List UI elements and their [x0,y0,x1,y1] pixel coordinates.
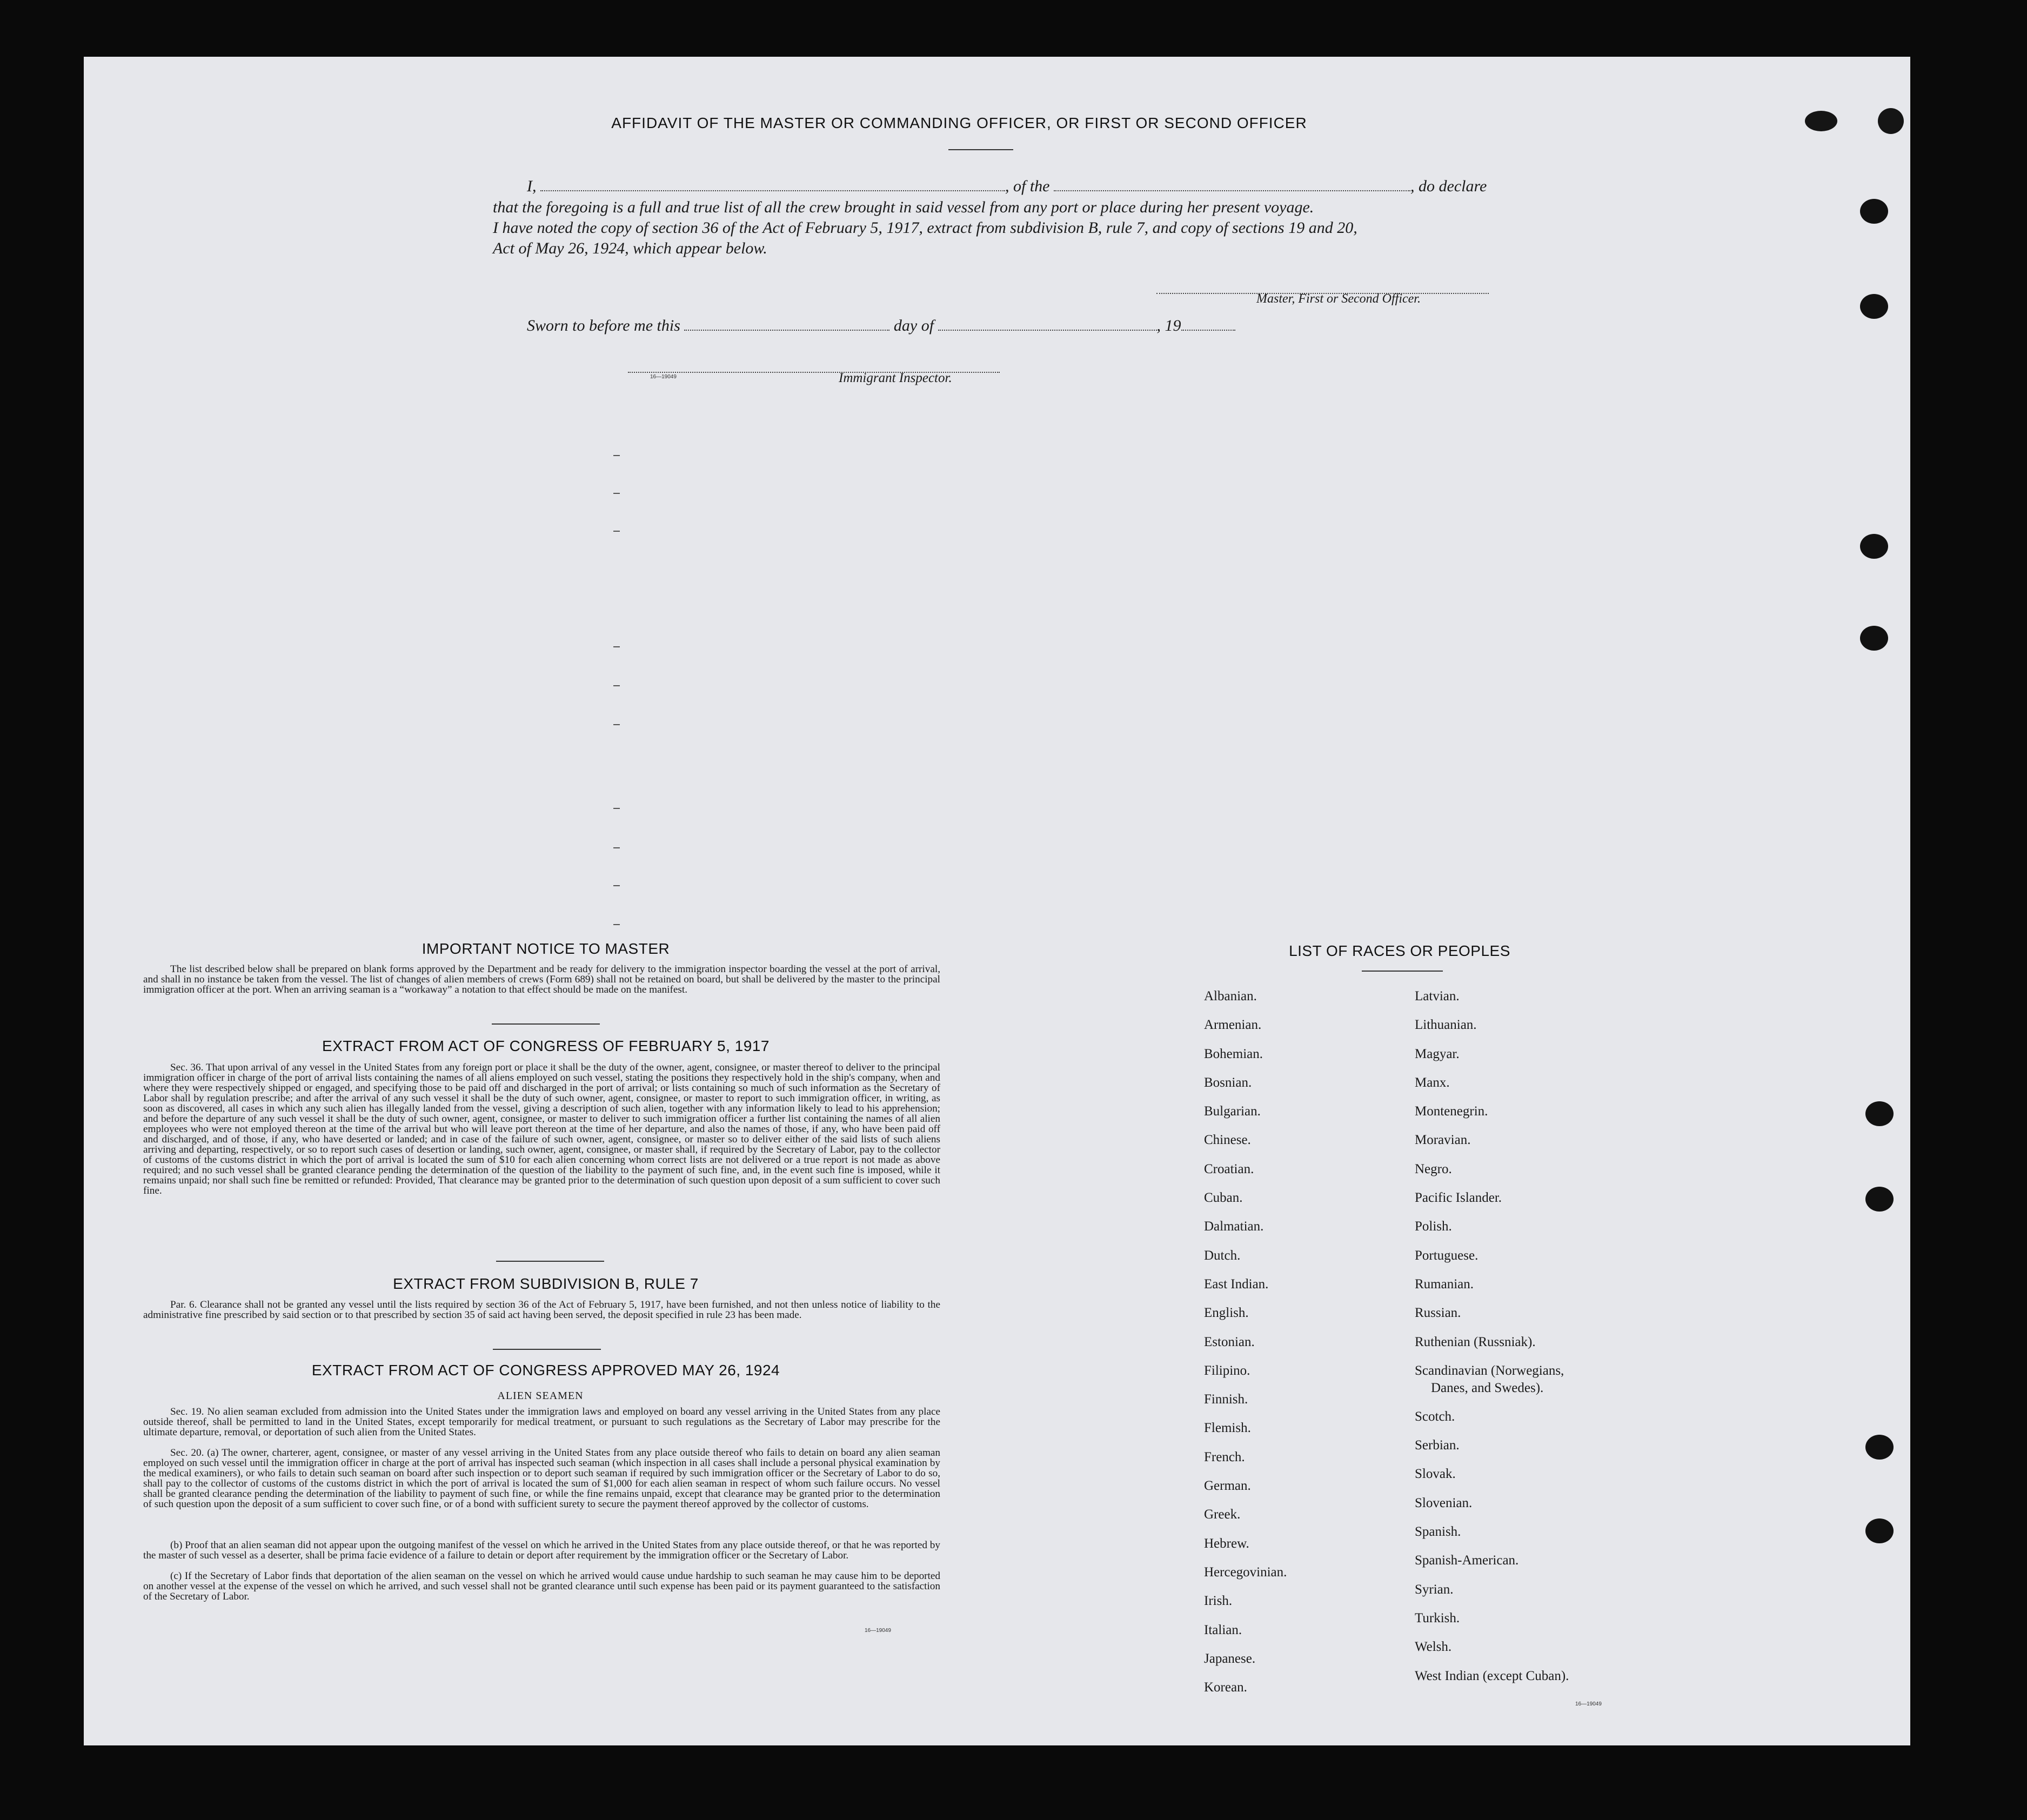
race-item: Bosnian. [1204,1075,1252,1090]
binder-hole [1860,294,1888,319]
affidavit-of-the: , of the [1005,177,1050,195]
binder-hole [1865,1187,1894,1212]
race-item: Japanese. [1204,1651,1256,1666]
race-item: English. [1204,1306,1249,1321]
extract-1917-text: Sec. 36. That upon arrival of any vessel in the United States from any foreign port or place it shall be the duty of the owner, agent, consignee, or master thereof to deliver to the principal immigration officer in charge of the port of arrival lists containing the names of all aliens employed on such vessel, stating the positions they respectively hold in the ship's company, when and where they were respectively shipped or engaged, and specifying those to be paid off and discharged in the port of arrival; or lists containing so much of such information as the Secretary of Labor shall by regulation prescribe; and after the arrival of any such vessel it shall be the duty of such owner, agent, consignee, or master to report to such immigration officer, in writing, as soon as discovered, all cases in which any such alien has illegally landed from the vessel, giving a description of such alien, together with any information likely to lead to his apprehension; and before the departure of any such vessel it shall be the duty of such owner, agent, consignee, or master to deliver to such immigration officer a further list containing the names of all alien employees who were not employed thereon at the time of the arrival but who will leave port thereon at the time of her departure, and also the names of those, if any, who have been paid off and discharged, and of those, if any, who have deserted or landed; and in case of the failure of such owner, agent, consignee, or master so to deliver either of the said lists of such aliens arriving and departing, respectively, or so to report such cases of desertion or landing, such owner, agent, consignee, or master shall, if required by the Secretary of Labor, pay to the collector of customs of the customs district in which the port of arrival is located the sum of $10 for each alien concerning whom correct lists are not delivered or a true report is not made as above required; and no such vessel shall be granted clearance pending the determination of the question of the liability to the payment of such fine, and, in the event such fine is imposed, while it remains unpaid; nor shall such fine be remitted or refunded: Provided, That clearance may be granted prior to the determination of such question upon deposit of a sum sufficient to cover such fine. [143,1062,940,1196]
race-item: Italian. [1204,1622,1242,1637]
race-item: Serbian. [1415,1438,1460,1453]
race-item: Chinese. [1204,1133,1251,1148]
ruling-tick [613,724,620,725]
race-item: Polish. [1415,1219,1452,1234]
race-item: Pacific Islander. [1415,1190,1502,1206]
race-item: Scotch. [1415,1409,1455,1424]
affidavit-line-1 [527,176,1510,197]
affidavit-title: AFFIDAVIT OF THE MASTER OR COMMANDING OFFICER, OR FIRST OR SECOND OFFICER [611,115,1307,131]
races-rule [1362,971,1443,972]
race-item: Manx. [1415,1075,1450,1090]
race-item: Hebrew. [1204,1536,1249,1551]
ruling-tick [613,924,620,925]
section-rule [492,1023,600,1025]
extract-rule7-text: Par. 6. Clearance shall not be granted any vessel until the lists required by section 36 of the Act of February 5, 1917, have been furnished, and not then unless notice of liability to the administrative fine prescribed by said section or to that prescribed by section 35 of said act having been served, the deposit specified in rule 23 has been made. [143,1299,940,1321]
binder-hole [1865,1101,1894,1126]
form-number-top: 16—19049 [650,374,677,380]
master-caption: Master, First or Second Officer. [1256,292,1421,306]
sworn-month-field[interactable] [938,318,1157,331]
race-item: Moravian. [1415,1133,1471,1148]
race-item: German. [1204,1478,1251,1494]
sworn-line [527,315,1235,337]
race-item: Syrian. [1415,1582,1454,1597]
race-item: Dutch. [1204,1248,1241,1263]
race-item: Albanian. [1204,989,1257,1003]
binder-hole [1865,1435,1894,1460]
form-number-right: 16—19049 [1575,1701,1602,1707]
title-rule [948,149,1013,150]
inspector-caption: Immigrant Inspector. [839,371,952,385]
sworn-year: , 19 [1156,317,1181,334]
affidavit-line-2: that the foregoing is a full and true list of all the crew brought in said vessel from any port or place during her present voyage. [493,198,1314,216]
extract-1917-title: EXTRACT FROM ACT OF CONGRESS OF FEBRUARY 5, 1917 [322,1038,770,1054]
race-item: French. [1204,1449,1245,1464]
race-item: West Indian (except Cuban). [1415,1668,1569,1683]
race-item: Spanish. [1415,1524,1461,1540]
ruling-tick [613,455,620,456]
extract-rule7-title: EXTRACT FROM SUBDIVISION B, RULE 7 [393,1275,699,1292]
race-item: Welsh. [1415,1640,1452,1655]
sec-20c-text: (c) If the Secretary of Labor finds that deportation of the alien seaman on the vessel on which he arrived would cause undue hardship to such seaman he may cause him to be deported on another vessel at the expense of the vessel on which he arrived, and such vessel shall not be granted clearance until such expense has been paid or its payment guaranteed to the satisfaction of the Secretary of Labor. [143,1570,940,1602]
race-item: East Indian. [1204,1276,1269,1292]
race-item: Irish. [1204,1594,1233,1609]
section-rule [493,1349,601,1350]
race-item: Rumanian. [1415,1276,1474,1292]
race-item: Filipino. [1204,1363,1250,1378]
sec-20b-text: (b) Proof that an alien seaman did not appear upon the outgoing manifest of the vessel on which he arrived in the United States from any place outside thereof, or that he was reported by the master of such vessel as a deserter, shall be prima facie evidence of a failure to detain or deport after requirement by the immigration officer or the Secretary of Labor. [143,1540,940,1561]
race-item: Magyar. [1415,1046,1460,1061]
race-item: Portuguese. [1415,1248,1479,1263]
notice-title: IMPORTANT NOTICE TO MASTER [422,940,670,957]
sec-19-text: Sec. 19. No alien seaman excluded from admission into the United States under the immigration laws and employed on board any vessel arriving in the United States from any place outside thereof, shall be permitted to land in the United States, except temporarily for medical treatment, or pursuant to such regulations as the Secretary of Labor may prescribe for the ultimate departure, removal, or deportation of such alien from the United States. [143,1406,940,1438]
binder-hole [1860,626,1888,651]
ruling-tick [613,531,620,532]
ruling-tick [613,493,620,494]
race-item: Russian. [1415,1306,1461,1321]
binder-hole [1860,199,1888,224]
races-title: LIST OF RACES OR PEOPLES [1289,942,1510,959]
race-item: Negro. [1415,1161,1452,1176]
ink-blot [1878,108,1904,134]
race-item: Bulgarian. [1204,1104,1261,1119]
race-item: Hercegovinian. [1204,1564,1287,1580]
name-field[interactable] [540,178,1005,191]
race-item: Finnish. [1204,1392,1248,1407]
race-item: Latvian. [1415,989,1460,1003]
sworn-prefix: Sworn to before me this [527,317,680,334]
race-item: Lithuanian. [1415,1018,1477,1033]
binder-hole [1865,1518,1894,1543]
race-item: Bohemian. [1204,1046,1263,1061]
races-left-column [1204,982,1287,1702]
ink-blot [1805,111,1837,131]
ruling-tick [613,885,620,886]
race-item: Estonian. [1204,1334,1255,1349]
ruling-tick [613,685,620,686]
race-item: Scandinavian (Norwegians, [1415,1363,1564,1378]
affidavit-line-3: I have noted the copy of section 36 of the Act of February 5, 1917, extract from subdivision B, rule 7, and copy of sections 19 and 20, [493,219,1357,237]
race-item: Cuban. [1204,1190,1243,1206]
race-item: Slovenian. [1415,1495,1473,1510]
race-item: Croatian. [1204,1161,1254,1176]
races-right-column [1415,982,1569,1690]
race-item: Flemish. [1204,1421,1251,1436]
race-item: Turkish. [1415,1610,1460,1625]
alien-seamen-subtitle: ALIEN SEAMEN [497,1390,584,1402]
race-item: Dalmatian. [1204,1219,1264,1234]
ruling-tick [613,808,620,809]
race-item: Korean. [1204,1680,1247,1695]
sworn-day-field[interactable] [684,318,889,331]
race-item: Montenegrin. [1415,1104,1488,1119]
affidavit-do-declare: , do declare [1410,177,1487,195]
race-item: Slovak. [1415,1467,1456,1482]
race-item: Ruthenian (Russniak). [1415,1334,1536,1349]
extract-1924-title: EXTRACT FROM ACT OF CONGRESS APPROVED MAY 26, 1924 [311,1362,780,1379]
binder-hole [1860,534,1888,559]
race-item: Greek. [1204,1507,1241,1522]
ruling-tick [613,646,620,647]
sworn-day-of: day of [893,317,934,334]
affidavit-line-4: Act of May 26, 1924, which appear below. [493,239,767,257]
vessel-field[interactable] [1054,178,1410,191]
race-item: Danes, and Swedes). [1431,1380,1544,1395]
race-item: Spanish-American. [1415,1553,1519,1568]
race-item: Armenian. [1204,1018,1262,1033]
sworn-year-field[interactable] [1181,318,1235,331]
sec-20a-text: Sec. 20. (a) The owner, charterer, agent, consignee, or master of any vessel arriving in the United States from any place outside thereof who fails to detain on board any alien seaman employed on such vessel until the immigration officer in charge at the port of arrival has inspected such seaman (which inspection in all cases shall include a personal physical examination by the medical examiners), or who fails to detain such seaman on board after such inspection or to deport such seaman if required by such immigration officer or the Secretary of Labor to do so, shall pay to the collector of customs of the customs district in which the port of arrival is located the sum of $1,000 for each alien seaman in respect of whom such failure occurs. No vessel shall be granted clearance pending the determination of the liability to payment of such fine, or while the fine remains unpaid, except that clearance may be granted prior to the determination of such question upon the deposit of a sum sufficient to cover such fine, or of a bond with sufficient surety to secure the payment thereof approved by the collector of customs. [143,1447,940,1510]
section-rule [496,1261,604,1262]
affidavit-i: I, [527,177,537,195]
ruling-tick [613,847,620,848]
notice-text: The list described below shall be prepared on blank forms approved by the Department and be ready for delivery to the immigration inspector boarding the vessel at the port of arrival, and shall in no instance be taken from the vessel. The list of changes of alien members of crews (Form 689) shall not be retained on board, but shall be delivered by the master to the principal immigration officer at the port. When an arriving seaman is a “workaway” a notation to that effect should be made on the manifest. [143,963,940,995]
form-number-left: 16—19049 [865,1628,891,1634]
